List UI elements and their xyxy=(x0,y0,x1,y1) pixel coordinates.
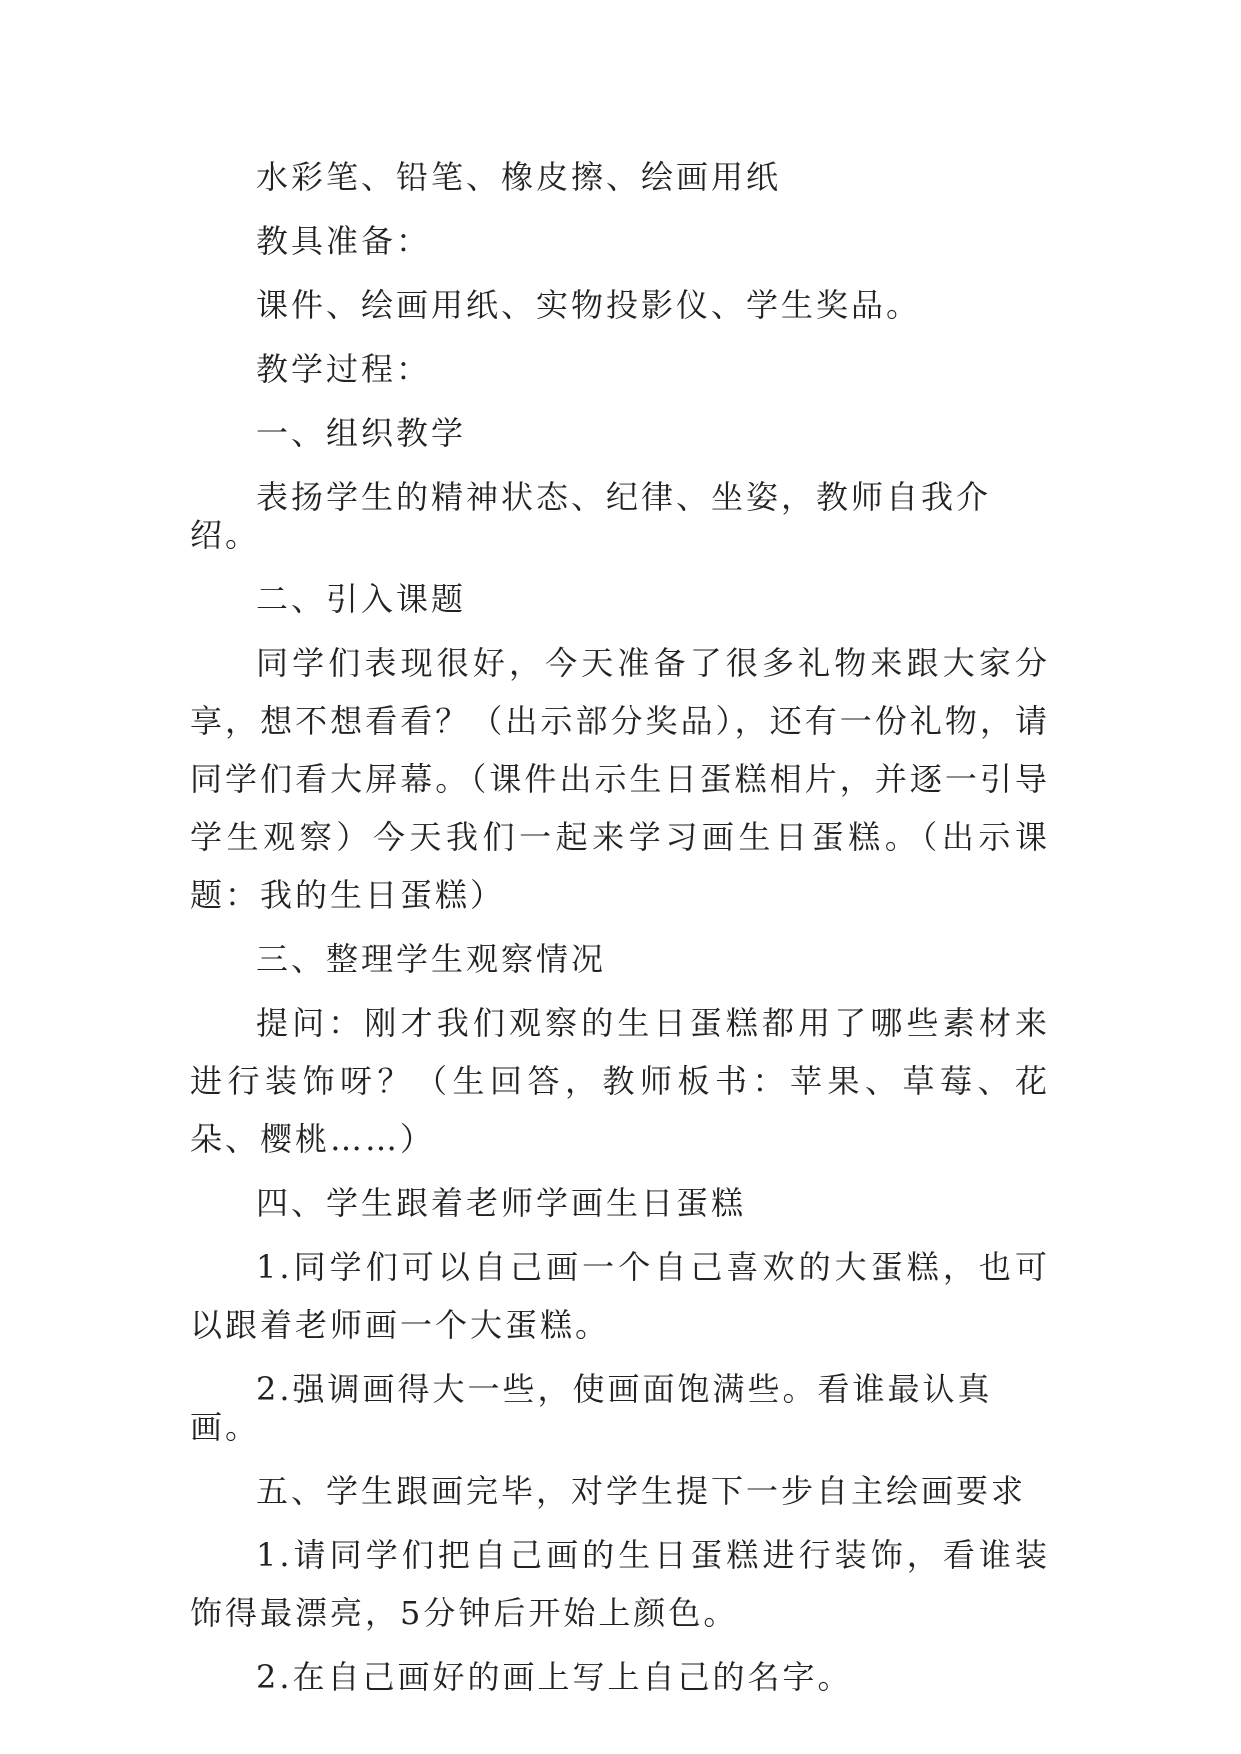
paragraph-section-4-item-1: 1.同学们可以自己画一个自己喜欢的大蛋糕，也可以跟着老师画一个大蛋糕。 xyxy=(190,1248,1050,1344)
paragraph-materials: 水彩笔、铅笔、橡皮擦、绘画用纸 xyxy=(256,158,782,196)
section-heading-2: 二、引入课题 xyxy=(256,580,467,618)
paragraph-section-2: 同学们表现很好，今天准备了很多礼物来跟大家分享，想不想看看？（出示部分奖品），还有一份礼物，请同学们看大屏幕。（课件出示生日蛋糕相片，并逐一引导学生观察）今天我们一起来学习画生日蛋糕。（出示课题：我的生日蛋糕） xyxy=(190,644,1050,914)
paragraph-process-heading: 教学过程： xyxy=(256,350,432,388)
paragraph-section-3: 提问：刚才我们观察的生日蛋糕都用了哪些素材来进行装饰呀？（生回答，教师板书：苹果、草莓、花朵、樱桃……） xyxy=(190,1004,1050,1158)
paragraph-teaching-aids: 课件、绘画用纸、实物投影仪、学生奖品。 xyxy=(256,286,922,324)
paragraph-section-5-item-2: 2.在自己画好的画上写上自己的名字。 xyxy=(256,1658,853,1696)
paragraph-section-4-item-2: 2.强调画得大一些，使画面饱满些。看谁最认真画。 xyxy=(190,1370,993,1446)
paragraph-teaching-aids-heading: 教具准备： xyxy=(256,222,432,260)
section-heading-1: 一、组织教学 xyxy=(256,414,467,452)
paragraph-section-5-item-1: 1.请同学们把自己画的生日蛋糕进行装饰，看谁装饰得最漂亮，5分钟后开始上颜色。 xyxy=(190,1536,1050,1632)
section-heading-3: 三、整理学生观察情况 xyxy=(256,940,607,978)
section-heading-5: 五、学生跟画完毕，对学生提下一步自主绘画要求 xyxy=(256,1472,1027,1510)
document-body xyxy=(190,158,1050,1722)
paragraph-section-1: 表扬学生的精神状态、纪律、坐姿，教师自我介绍。 xyxy=(190,478,992,554)
section-heading-4: 四、学生跟着老师学画生日蛋糕 xyxy=(256,1184,747,1222)
